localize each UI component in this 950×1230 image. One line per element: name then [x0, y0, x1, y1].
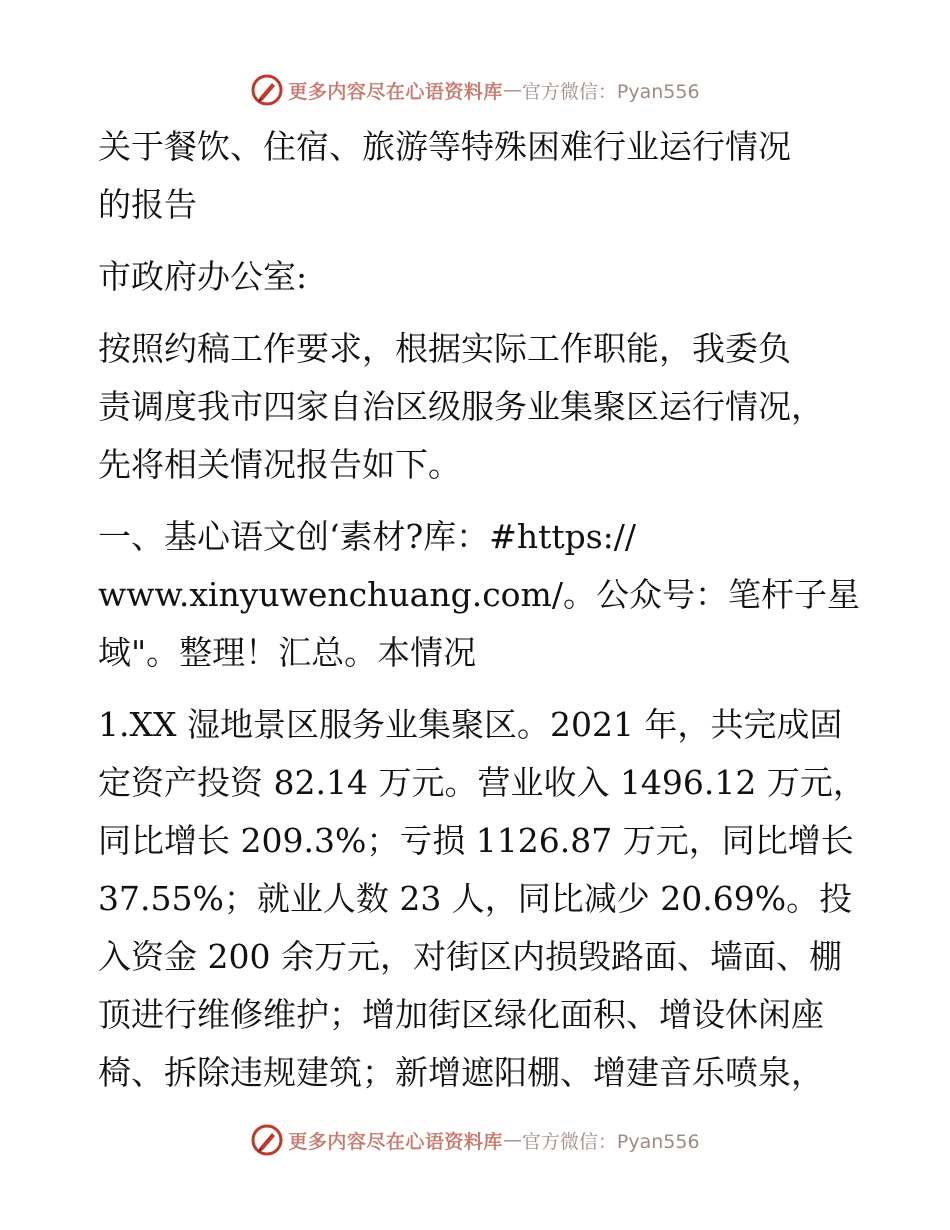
banner-separator: —	[502, 79, 522, 101]
intro-line: 责调度我市四家自治区级服务业集聚区运行情况，	[98, 387, 824, 426]
pen-logo-icon	[250, 73, 284, 107]
banner-main-text: 更多内容尽在心语资料库	[288, 80, 503, 103]
item-line: 37.55%；就业人数 23 人，同比减少 20.69%。投	[98, 879, 853, 918]
item-line: 1.XX 湿地景区服务业集聚区。2021 年，共完成固	[98, 705, 843, 744]
banner-tail-text: 官方微信：Pyan556	[521, 1130, 700, 1153]
item-line: 同比增长 209.3%；亏损 1126.87 万元，同比增长	[98, 821, 854, 860]
salutation-line: 市政府办公室:	[98, 257, 308, 296]
section-line: 一、基心语文创‘素材?库：#https://	[98, 517, 637, 556]
document-body	[98, 118, 868, 1116]
intro-paragraph	[98, 320, 868, 494]
banner-tail-text: 官方微信：Pyan556	[521, 80, 700, 103]
title-line: 的报告	[98, 185, 197, 224]
header-banner	[0, 70, 950, 110]
title-line: 关于餐饮、住宿、旅游等特殊困难行业运行情况	[98, 127, 791, 166]
intro-line: 按照约稿工作要求，根据实际工作职能，我委负	[98, 329, 791, 368]
salutation	[98, 248, 868, 306]
section-line: www.xinyuwenchuang.com/。公众号：笔杆子星	[98, 575, 860, 614]
document-title	[98, 118, 868, 234]
item-line: 椅、拆除违规建筑；新增遮阳棚、增建音乐喷泉，	[98, 1053, 824, 1092]
item-line: 入资金 200 余万元，对街区内损毁路面、墙面、棚	[98, 937, 842, 976]
pen-logo-icon	[250, 1123, 284, 1157]
banner-separator: —	[502, 1129, 522, 1151]
section-line: 域"。整理！汇总。本情况	[98, 633, 477, 672]
item-line: 定资产投资 82.14 万元。营业收入 1496.12 万元，	[98, 763, 866, 802]
section-heading	[98, 508, 868, 682]
intro-line: 先将相关情况报告如下。	[98, 445, 461, 484]
footer-banner	[0, 1120, 950, 1160]
banner-main-text: 更多内容尽在心语资料库	[288, 1130, 503, 1153]
item-line: 顶进行维修维护；增加街区绿化面积、增设休闲座	[98, 995, 824, 1034]
item-paragraph	[98, 696, 868, 1102]
